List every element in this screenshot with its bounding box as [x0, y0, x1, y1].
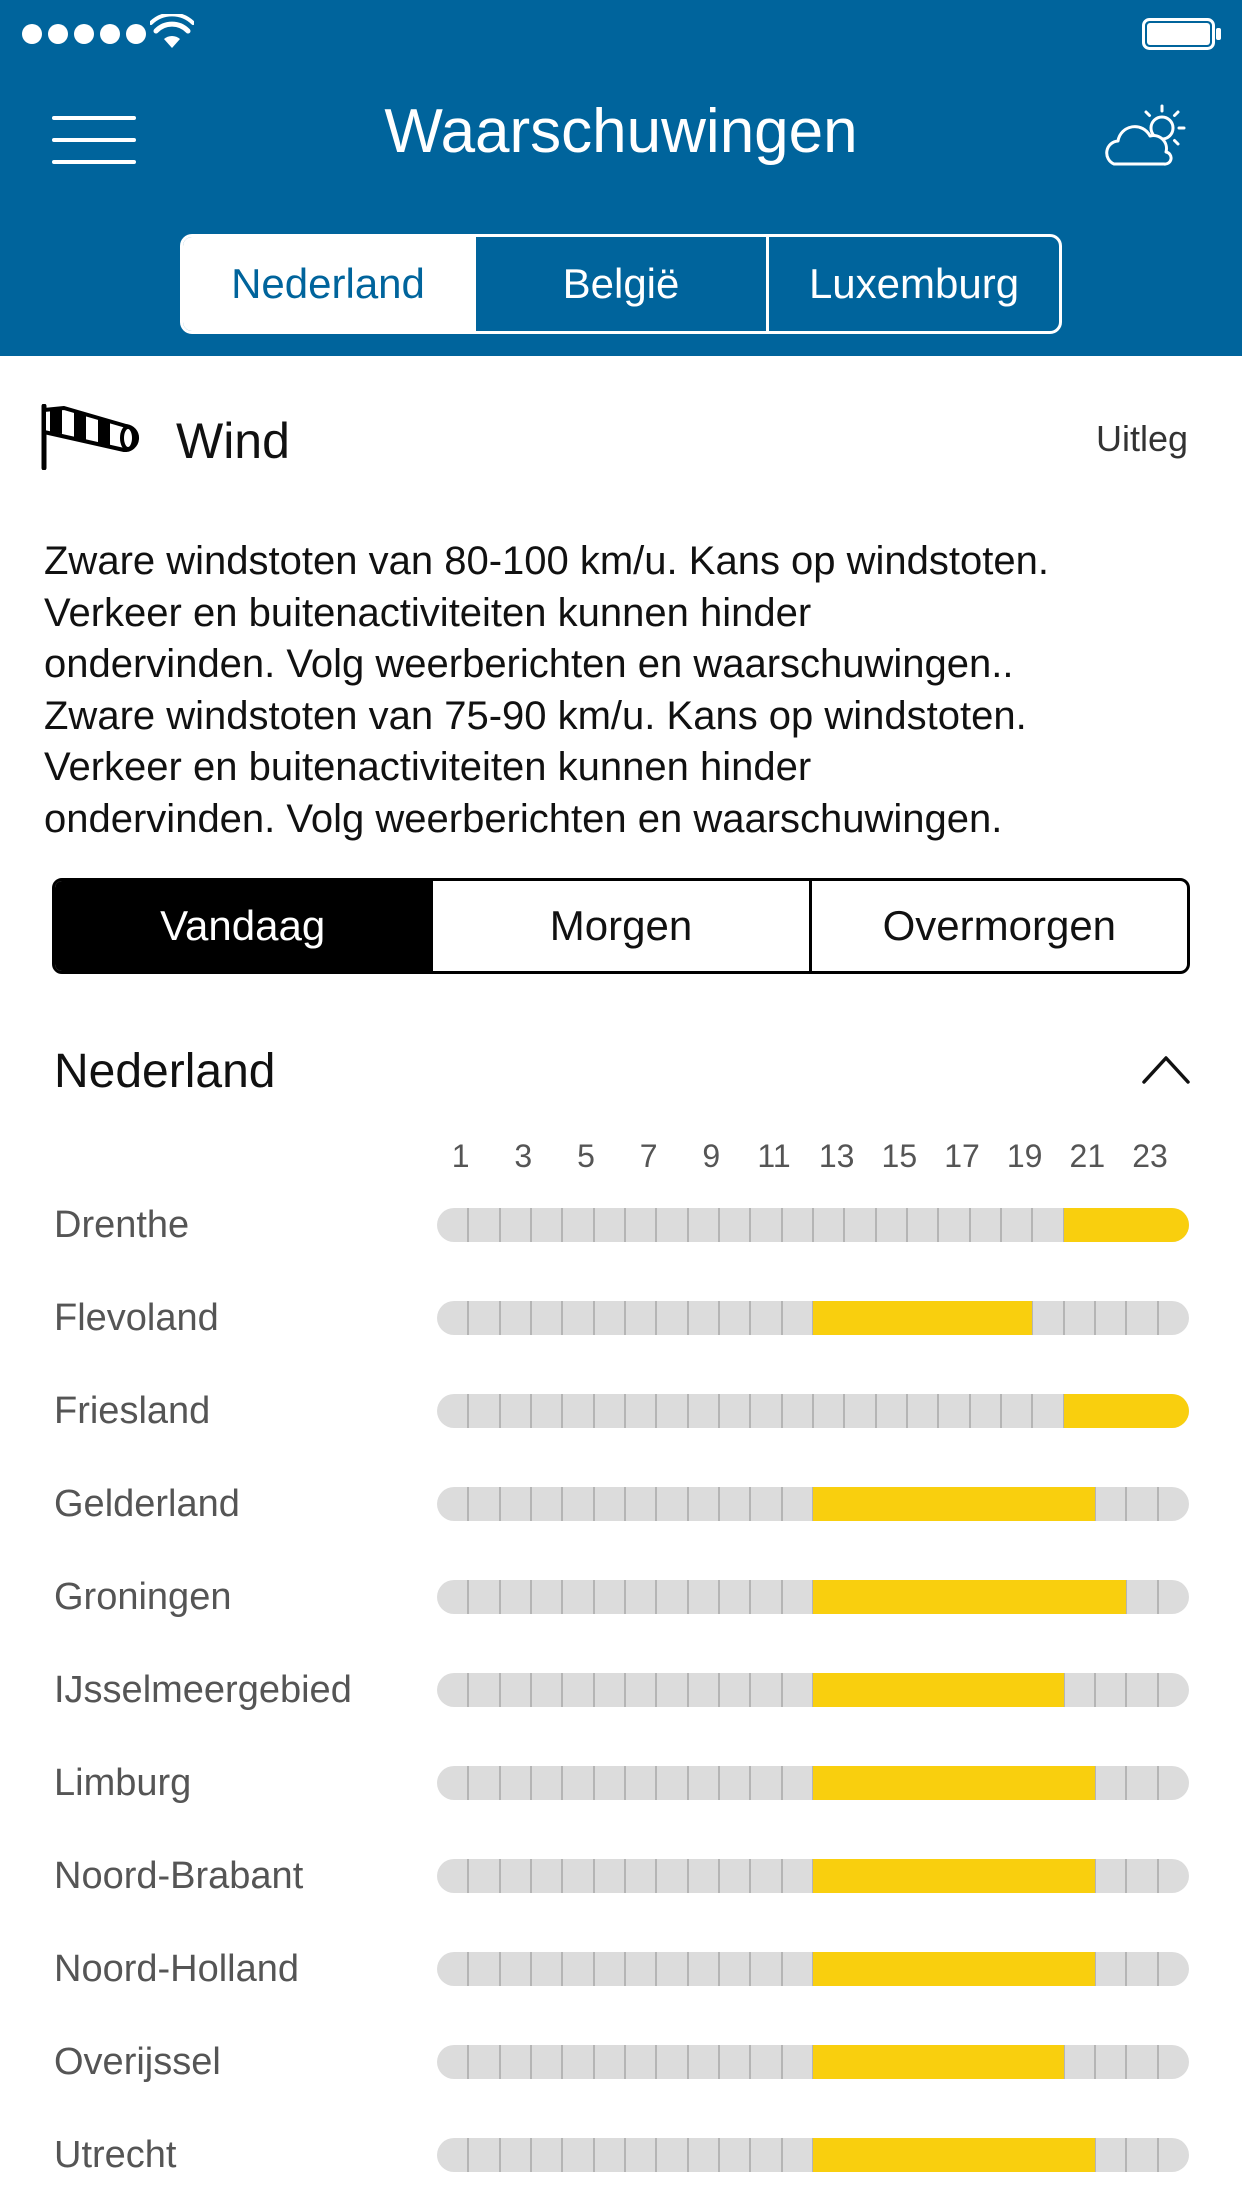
- description-line: Verkeer en buitenactiviteiten kunnen hinder: [44, 745, 812, 789]
- warning-period: [813, 1487, 1095, 1521]
- hour-tick: [561, 2138, 563, 2172]
- hour-tick: [718, 1766, 720, 1800]
- hour-tick: [655, 1952, 657, 1986]
- hourly-warning-bar: [437, 1673, 1189, 1707]
- tab-vandaag[interactable]: Vandaag: [55, 881, 430, 971]
- province-name: Friesland: [54, 1390, 211, 1432]
- hour-label: 19: [1006, 1138, 1043, 1174]
- hour-label: 13: [818, 1138, 855, 1174]
- warning-period: [1064, 1208, 1189, 1242]
- hour-tick: [749, 1673, 751, 1707]
- page-title: Waarschuwingen: [384, 97, 858, 166]
- hour-tick: [1157, 1487, 1159, 1521]
- hour-tick: [1157, 1580, 1159, 1614]
- hourly-warning-bar: [437, 1394, 1189, 1428]
- hour-tick: [561, 1487, 563, 1521]
- hour-tick: [749, 2045, 751, 2079]
- hour-tick: [655, 1394, 657, 1428]
- hourly-warning-bar: [437, 2045, 1189, 2079]
- hour-tick: [561, 1580, 563, 1614]
- hour-tick: [1157, 1952, 1159, 1986]
- hour-tick: [1125, 1952, 1127, 1986]
- province-name: Drenthe: [54, 1204, 190, 1246]
- hour-tick: [687, 1487, 689, 1521]
- hour-tick: [530, 1301, 532, 1335]
- status-bar: [0, 0, 1242, 60]
- hour-tick: [467, 2045, 469, 2079]
- hour-tick: [969, 1208, 971, 1242]
- hour-label: 9: [702, 1138, 721, 1174]
- hour-tick: [499, 1394, 501, 1428]
- hour-tick: [781, 1208, 783, 1242]
- hour-tick: [655, 1301, 657, 1335]
- hour-tick: [624, 1952, 626, 1986]
- province-name: IJsselmeergebied: [54, 1669, 352, 1711]
- province-name: Overijssel: [54, 2041, 221, 2083]
- province-name: Utrecht: [54, 2134, 177, 2176]
- hour-tick: [530, 1208, 532, 1242]
- signal-strength-icon: [22, 24, 146, 44]
- province-name: Noord-Brabant: [54, 1855, 304, 1897]
- warning-description: [44, 536, 1224, 845]
- hour-tick: [687, 1208, 689, 1242]
- hour-tick: [467, 2138, 469, 2172]
- app-header: [0, 0, 1242, 356]
- hour-tick: [781, 1952, 783, 1986]
- hour-tick: [561, 1859, 563, 1893]
- hour-tick: [593, 1859, 595, 1893]
- hour-tick: [593, 1766, 595, 1800]
- hour-tick: [593, 1394, 595, 1428]
- region-title: Nederland: [54, 1045, 276, 1098]
- hour-tick: [687, 1301, 689, 1335]
- hour-tick: [624, 2138, 626, 2172]
- hour-tick: [1125, 2045, 1127, 2079]
- hour-tick: [718, 2045, 720, 2079]
- province-row: [0, 2110, 1242, 2203]
- hour-tick: [593, 1580, 595, 1614]
- hour-tick: [1157, 1301, 1159, 1335]
- province-name: Limburg: [54, 1762, 192, 1804]
- hour-tick: [561, 1952, 563, 1986]
- hour-tick: [1157, 2045, 1159, 2079]
- tab-overmorgen[interactable]: Overmorgen: [809, 881, 1187, 971]
- hour-tick: [624, 1487, 626, 1521]
- hour-tick: [906, 1394, 908, 1428]
- hour-tick: [593, 1301, 595, 1335]
- hour-tick: [1094, 2045, 1096, 2079]
- warning-period: [813, 1952, 1095, 1986]
- hour-tick: [499, 1952, 501, 1986]
- hour-tick: [530, 2138, 532, 2172]
- hour-label: 23: [1132, 1138, 1168, 1174]
- hour-tick: [530, 1952, 532, 1986]
- hour-tick: [781, 1766, 783, 1800]
- hour-tick: [1157, 1766, 1159, 1800]
- province-row: [0, 1645, 1242, 1738]
- hour-tick: [530, 1487, 532, 1521]
- hour-tick: [1125, 1301, 1127, 1335]
- hour-tick: [906, 1208, 908, 1242]
- hour-tick: [1031, 1394, 1033, 1428]
- hour-tick: [687, 1952, 689, 1986]
- province-row: [0, 1366, 1242, 1459]
- hour-tick: [687, 1580, 689, 1614]
- hour-tick: [624, 1766, 626, 1800]
- warning-period: [813, 1859, 1095, 1893]
- tab-luxemburg[interactable]: Luxemburg: [766, 237, 1059, 331]
- province-row: [0, 1180, 1242, 1273]
- hour-tick: [624, 2045, 626, 2079]
- hour-tick: [1094, 1673, 1096, 1707]
- hour-tick: [749, 2138, 751, 2172]
- hour-tick: [781, 1859, 783, 1893]
- hour-tick: [530, 1766, 532, 1800]
- hour-tick: [781, 2138, 783, 2172]
- hour-tick: [593, 2138, 595, 2172]
- hour-tick: [1000, 1208, 1002, 1242]
- hour-tick: [530, 1394, 532, 1428]
- hour-tick: [749, 1766, 751, 1800]
- hourly-warning-bar: [437, 1859, 1189, 1893]
- description-line: Zware windstoten van 75-90 km/u. Kans op windstoten.: [44, 693, 1027, 738]
- tab-belgie[interactable]: België: [473, 237, 766, 331]
- weather-cloud-sun-icon[interactable]: [1100, 102, 1192, 172]
- hour-label: 7: [639, 1138, 658, 1174]
- province-row: [0, 1924, 1242, 2017]
- hourly-warning-bar: [437, 1208, 1189, 1242]
- hour-label: 21: [1069, 1138, 1106, 1174]
- hour-tick: [499, 1859, 501, 1893]
- hour-tick: [812, 1394, 814, 1428]
- province-row: [0, 1831, 1242, 1924]
- hour-tick: [530, 2045, 532, 2079]
- hour-tick: [718, 1673, 720, 1707]
- hour-tick: [593, 1673, 595, 1707]
- warning-period: [1064, 1394, 1189, 1428]
- hour-tick: [781, 1394, 783, 1428]
- province-row: [0, 1459, 1242, 1552]
- wifi-icon: [150, 14, 194, 50]
- hourly-warning-bar: [437, 1766, 1189, 1800]
- hour-tick: [749, 1301, 751, 1335]
- hour-tick: [749, 1859, 751, 1893]
- hour-tick: [530, 1859, 532, 1893]
- hour-tick: [467, 1487, 469, 1521]
- hour-tick: [655, 1859, 657, 1893]
- hour-tick: [624, 1301, 626, 1335]
- windsock-icon: [40, 404, 144, 470]
- hour-tick: [1000, 1394, 1002, 1428]
- tab-nederland[interactable]: Nederland: [183, 237, 473, 331]
- hour-tick: [1125, 1487, 1127, 1521]
- hour-tick: [467, 1394, 469, 1428]
- hour-tick: [687, 2045, 689, 2079]
- hour-tick: [718, 1952, 720, 1986]
- hour-tick: [467, 1859, 469, 1893]
- province-name: Groningen: [54, 1576, 232, 1618]
- warning-period: [813, 1766, 1095, 1800]
- explain-link[interactable]: Uitleg: [1095, 418, 1188, 459]
- hour-tick: [875, 1208, 877, 1242]
- hour-tick: [1157, 2138, 1159, 2172]
- hour-tick: [687, 1394, 689, 1428]
- hour-tick: [499, 2045, 501, 2079]
- hour-tick: [593, 1208, 595, 1242]
- hour-tick: [1125, 1766, 1127, 1800]
- hour-tick: [593, 1487, 595, 1521]
- hour-tick: [687, 1859, 689, 1893]
- province-row: [0, 2017, 1242, 2110]
- hourly-warning-bar: [437, 1301, 1189, 1335]
- hour-tick: [561, 1301, 563, 1335]
- hour-tick: [561, 1766, 563, 1800]
- hour-tick: [499, 2138, 501, 2172]
- hour-tick: [749, 1394, 751, 1428]
- hour-tick: [499, 1766, 501, 1800]
- hour-tick: [467, 1580, 469, 1614]
- battery-icon: [1142, 18, 1222, 50]
- hour-tick: [1031, 1208, 1033, 1242]
- hour-tick: [687, 2138, 689, 2172]
- chevron-up-icon[interactable]: [1140, 1052, 1192, 1086]
- hour-tick: [875, 1394, 877, 1428]
- hour-label: 11: [757, 1138, 791, 1174]
- hour-tick: [937, 1394, 939, 1428]
- hour-tick: [499, 1208, 501, 1242]
- hour-tick: [530, 1673, 532, 1707]
- hour-tick: [655, 1208, 657, 1242]
- province-name: Gelderland: [54, 1483, 240, 1525]
- hour-tick: [781, 1673, 783, 1707]
- hour-tick: [718, 1394, 720, 1428]
- hour-tick: [1125, 1859, 1127, 1893]
- hour-tick: [467, 1952, 469, 1986]
- hour-label: 1: [451, 1138, 470, 1174]
- hour-tick: [1157, 1859, 1159, 1893]
- hour-tick: [561, 1394, 563, 1428]
- hour-tick: [1063, 1301, 1065, 1335]
- hour-tick: [749, 1208, 751, 1242]
- description-line: ondervinden. Volg weerberichten en waarschuwingen..: [44, 642, 1014, 686]
- hour-tick: [812, 1208, 814, 1242]
- hour-tick: [467, 1208, 469, 1242]
- hour-tick: [593, 1952, 595, 1986]
- hour-label: 5: [577, 1138, 595, 1174]
- tab-morgen[interactable]: Morgen: [430, 881, 808, 971]
- hour-tick: [467, 1766, 469, 1800]
- warning-period: [813, 1301, 1032, 1335]
- description-line: Verkeer en buitenactiviteiten kunnen hinder: [44, 590, 812, 635]
- warning-period: [813, 2138, 1095, 2172]
- hour-tick: [499, 1487, 501, 1521]
- description-line: ondervinden. Volg weerberichten en waarschuwingen.: [44, 796, 1003, 841]
- warning-type-title: Wind: [176, 413, 290, 469]
- hour-tick: [655, 1673, 657, 1707]
- hour-tick: [1125, 2138, 1127, 2172]
- hour-tick: [718, 2138, 720, 2172]
- hour-tick: [655, 2138, 657, 2172]
- hour-tick: [624, 1208, 626, 1242]
- hour-tick: [687, 1766, 689, 1800]
- hourly-warning-bar: [437, 1952, 1189, 1986]
- hour-tick: [624, 1580, 626, 1614]
- province-name: Flevoland: [54, 1297, 219, 1339]
- province-row: [0, 1273, 1242, 1366]
- hour-tick: [718, 1859, 720, 1893]
- hour-tick: [687, 1673, 689, 1707]
- hour-tick: [718, 1487, 720, 1521]
- hour-label: 15: [881, 1138, 918, 1174]
- hour-tick: [937, 1208, 939, 1242]
- hour-axis: [437, 1138, 1189, 1178]
- hour-tick: [843, 1208, 845, 1242]
- description-line: Zware windstoten van 80-100 km/u. Kans op windstoten.: [44, 539, 1049, 583]
- hourly-warning-bar: [437, 2138, 1189, 2172]
- hour-tick: [561, 2045, 563, 2079]
- hour-tick: [843, 1394, 845, 1428]
- hour-label: 3: [514, 1138, 533, 1174]
- country-segmented-control: [180, 234, 1062, 334]
- hourly-warning-bar: [437, 1580, 1189, 1614]
- hour-tick: [624, 1394, 626, 1428]
- hour-label: 17: [944, 1138, 980, 1174]
- hour-tick: [655, 1487, 657, 1521]
- hour-tick: [467, 1673, 469, 1707]
- hour-tick: [655, 1766, 657, 1800]
- hour-tick: [561, 1208, 563, 1242]
- hour-tick: [467, 1301, 469, 1335]
- province-row: [0, 1738, 1242, 1831]
- hour-tick: [718, 1301, 720, 1335]
- hour-tick: [781, 1487, 783, 1521]
- warning-period: [813, 1673, 1064, 1707]
- hour-tick: [655, 1580, 657, 1614]
- hour-tick: [655, 2045, 657, 2079]
- hour-tick: [749, 1580, 751, 1614]
- hour-tick: [1094, 1301, 1096, 1335]
- hour-tick: [530, 1580, 532, 1614]
- province-row: [0, 1552, 1242, 1645]
- hour-tick: [499, 1580, 501, 1614]
- hour-tick: [781, 2045, 783, 2079]
- hour-tick: [561, 1673, 563, 1707]
- hour-tick: [624, 1673, 626, 1707]
- hour-tick: [1125, 1673, 1127, 1707]
- hour-tick: [1157, 1673, 1159, 1707]
- hour-tick: [499, 1673, 501, 1707]
- hour-tick: [781, 1580, 783, 1614]
- province-name: Noord-Holland: [54, 1948, 300, 1990]
- hour-tick: [718, 1208, 720, 1242]
- hour-tick: [499, 1301, 501, 1335]
- warning-period: [813, 1580, 1126, 1614]
- hour-tick: [593, 2045, 595, 2079]
- warning-period: [813, 2045, 1064, 2079]
- hour-tick: [718, 1580, 720, 1614]
- hour-tick: [781, 1301, 783, 1335]
- hour-tick: [749, 1952, 751, 1986]
- hourly-warning-bar: [437, 1487, 1189, 1521]
- hour-tick: [749, 1487, 751, 1521]
- day-segmented-control: [52, 878, 1190, 974]
- hour-tick: [624, 1859, 626, 1893]
- hour-tick: [969, 1394, 971, 1428]
